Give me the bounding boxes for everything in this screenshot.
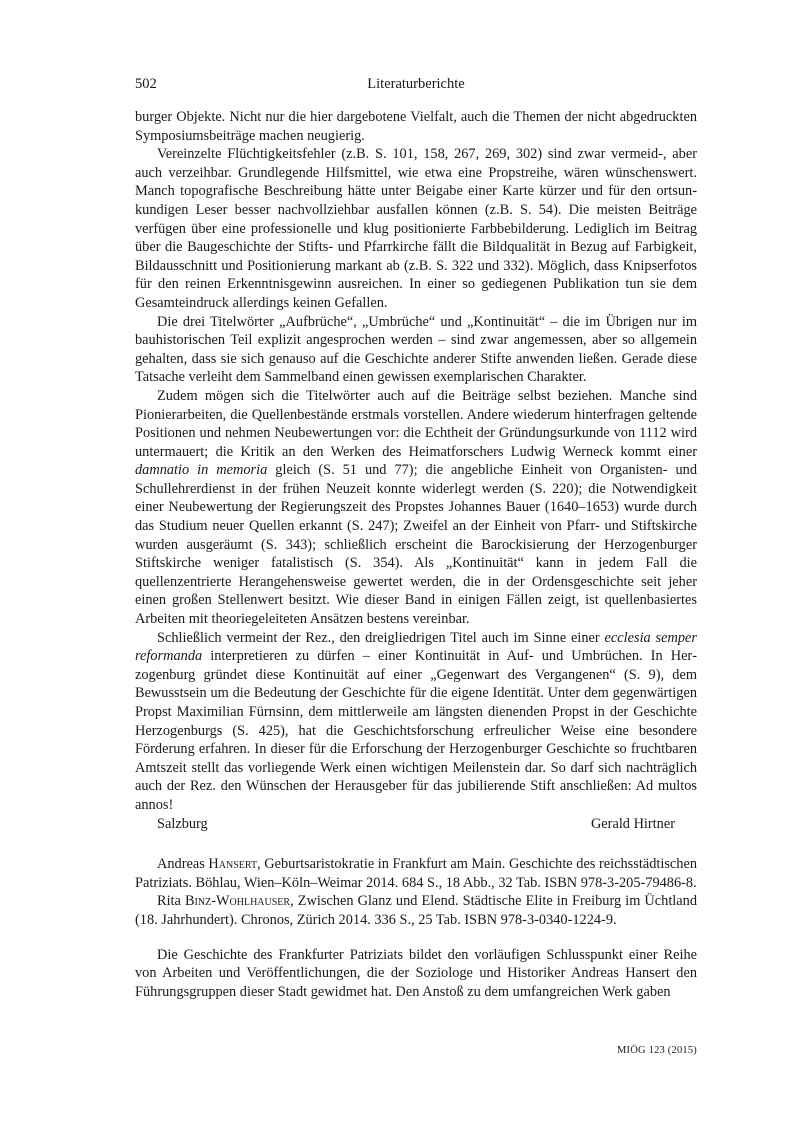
page-header <box>135 76 697 96</box>
paragraph-continuation: burger Objekte. Nicht nur die hier dargebotene Vielfalt, auch die Themen der nicht abgedruckten Symposiumsbeiträge machen neugierig. <box>135 109 697 144</box>
signature-place: Salzburg <box>157 815 208 832</box>
bibliography-details: , Geburtsaristokratie in Frankfurt am Main. Geschichte des reichsstädtischen Patriziats. Böhlau, Wien–Köln–Weimar 2014. 684 S., 18 Abb., 32 Tab. ISBN 978-3-205-79486-8. <box>135 856 697 891</box>
section-gap <box>135 833 697 855</box>
review-signature <box>135 815 697 834</box>
running-head: Literaturberichte <box>367 76 465 92</box>
page-number: 502 <box>135 76 157 92</box>
paragraph-errors: Vereinzelte Flüchtigkeitsfehler (z.B. S. 101, 158, 267, 269, 302) sind zwar vermeid-, aber auch verzeihbar. Grundlegende Hilfsmittel, wie etwa eine Propstreihe, wären wünschenswert. Manch topografische Beschreibung hätte unter Beigabe einer Karte kürzer und für den ortsunkundigen Leser besser nachvollziehbar ausfallen können (z.B. S. 54). Die meisten Beiträge verfügen über eine professionelle und klug positionierte Farbbebilderung. Lediglich im Beitrag über die Baugeschichte der Stifts- und Pfarrkirche fällt die Bildqualität in Bezug auf Farbigkeit, Bildausschnitt und Positionierung markant ab (z.B. S. 322 und 332). Möglich, dass Knipserfotos für den reinen Erkenntnisgewinn ausreichen. In einer so gediegenen Publikation tun sie dem Gesamteindruck allerdings keinen Gefallen. <box>135 146 697 311</box>
paragraph-text: interpretieren zu dürfen – einer Kontinuität in Auf- und Umbrüchen. In Herzogenburg gründet diese Kontinuität auf einer „Gegenwart des Vergangenen“ (S. 9), dem Bewusstsein um die Bedeutung der Geschichte für die eigene Identität. Unter dem gegenwärtigen Propst Maximilian Fürnsinn, dem mittlerweile am längsten dienenden Propst in der Geschichte Herzogenburgs (S. 425), hat die Geschichtsforschung erfreulicher Weise eine besondere Förderung erfahren. In dieser für die Erforschung der Herzogenburger Geschichte so fruchtbaren Amtszeit stellt das vorliegende Werk einen wichtigen Meilenstein dar. So darf sich nachträglich auch der Rez. den Wünschen der Herausgeber für das jubilierende Stift anschließen: Ad multos annos! <box>135 648 697 813</box>
paragraph-text: gleich (S. 51 und 77); die angebliche Einheit von Organisten- und Schullehrerdienst in der frühen Neuzeit konnte widerlegt werden (S. 220); die Notwendigkeit einer Neubewertung der Regierungszeit des Propstes Johannes Bauer (1640–1653) wurde durch das Studium neuer Quellen erkannt (S. 247); Zweifel an der Einheit von Pfarr- und Stiftskirche wurden ausgeräumt (S. 343); schließlich erscheint die Barockisierung der Herzogenburger Stiftskirche weniger fatalistisch (S. 354). Als „Kontinuität“ kann in jedem Fall die quellenzentrierte Herangehensweise gewertet werden, die in der Ordensgeschichte seit jeher einen großen Stellenwert besitzt. Wie dieser Band in einigen Fällen zeigt, ist quellenbasiertes Arbeiten mit theoriegeleiteten Ansätzen bestens vereinbar. <box>135 462 698 628</box>
author-surname: Binz-Wohlhauser <box>184 893 291 910</box>
section-gap <box>135 930 697 946</box>
bibliography-block <box>135 855 697 929</box>
paragraph-title-words: Die drei Titelwörter „Aufbrüche“, „Umbrüche“ und „Kontinuität“ – die im Übrigen nur im bauhistorischen Teil explizit angesprochen werden – sind zwar angemessen, aber so allgemein gehalten, dass sie sich genauso auf die Geschichte anderer Stifte anwenden ließen. Gerade diese Tatsache verleiht dem Sammelband einen gewissen exemplarischen Charakter. <box>135 313 697 386</box>
page-body <box>135 108 697 1001</box>
paragraph-text: Schließlich vermeint der Rez., den dreigliedrigen Titel auch im Sinne einer <box>157 629 605 646</box>
author-firstname: Rita <box>157 893 185 910</box>
latin-phrase: damnatio in memoria <box>135 462 268 479</box>
paragraph-review-start: Die Geschichte des Frankfurter Patriziats bildet den vorläufigen Schlusspunkt einer Reihe von Arbeiten und Veröffentlichungen, die der Soziologe und Historiker Andreas Hansert den Führungsgruppen dieser Stadt gewidmet hat. Den Anstoß zu dem umfangreichen Werk gaben <box>135 946 697 1000</box>
bibliography-entry <box>135 892 697 929</box>
journal-footer: MIÖG 123 (2015) <box>617 1045 697 1056</box>
paragraph-contributions <box>135 387 697 629</box>
paragraph-conclusion <box>135 629 697 815</box>
bibliography-details: , Zwischen Glanz und Elend. Städtische Elite in Freiburg im Üchtland (18. Jahrhundert). Chronos, Zürich 2014. 336 S., 25 Tab. ISBN 978-3-0340-1224-9. <box>135 893 697 928</box>
author-firstname: Andreas <box>157 856 209 873</box>
latin-phrase: ecclesia semper reformanda <box>135 629 697 665</box>
paragraph-text: Zudem mögen sich die Titelwörter auch auf die Beiträge selbst beziehen. Manche sind Pionierarbeiten, die Quellenbestände erstmals vorstellen. Andere wiederum hinterfragen geltende Positionen und nehmen Neubewertungen vor: die Echtheit der Gründungsurkunde von 1112 wird untermauert; die Kritik an den Werken des Heimatforschers Ludwig Werneck kommt einer <box>135 387 697 460</box>
signature-author: Gerald Hirtner <box>590 815 675 832</box>
bibliography-entry <box>135 855 697 892</box>
author-surname: Hansert <box>208 856 258 873</box>
